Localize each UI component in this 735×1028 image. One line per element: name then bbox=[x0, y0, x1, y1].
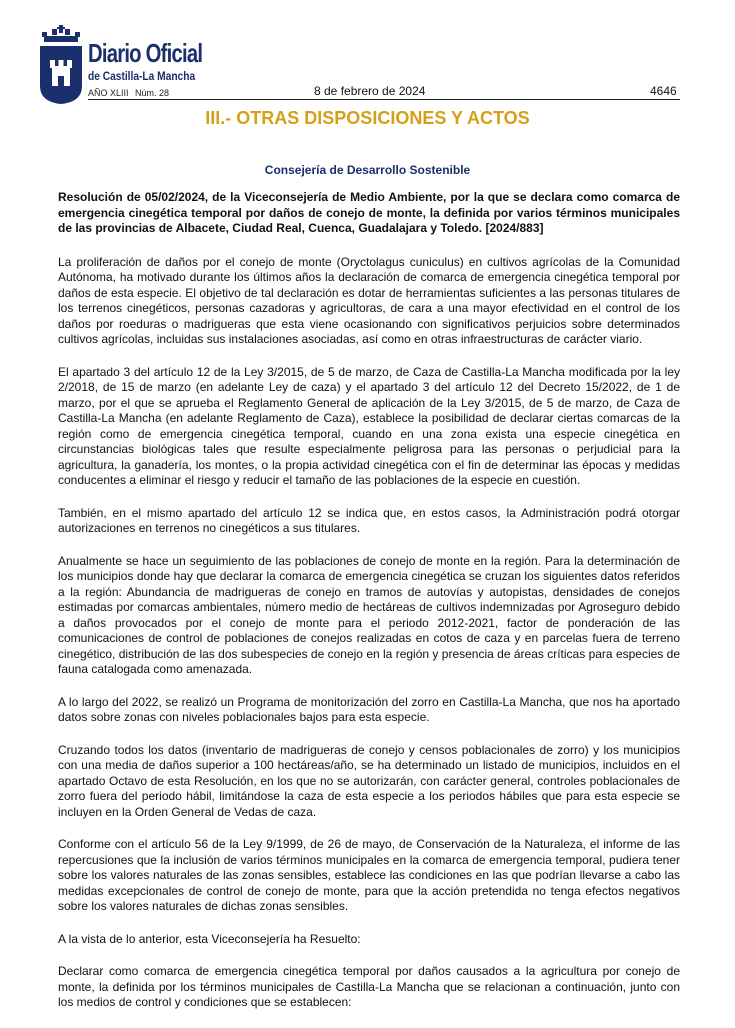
paragraph: Conforme con el artículo 56 de la Ley 9/1999, de 26 de mayo, de Conservación de la Naturaleza, el informe de las repercusiones que la inclusión de varios términos municipales en la comarca de emergencia temporal, pudiera tener sobre los valores naturales de las zonas sensibles, establece las condiciones en las que podrían llevarse a cabo las medidas excepcionales de control de conejo de monte, para que la acción pretendida no tenga efectos negativos sobre los valores naturales de dichas zonas sensibles. bbox=[58, 837, 680, 913]
gazette-name: Diario Oficial bbox=[88, 38, 203, 68]
paragraph: Anualmente se hace un seguimiento de las poblaciones de conejo de monte en la región. Para la determinación de los municipios donde hay que declarar la comarca de emergencia cinegética se cruzan los siguientes datos referidos a la región: Abundancia de madrigueras de conejo en tramos de autovías y autopistas, densidades de conejos estimadas por comarcas ambientales, número medio de hectáreas de cultivos indemnizadas por Agroseguro debido a daños provocados por el conejo de monte para el periodo 2012-2021, factor de ponderación de las comunicaciones de control de poblaciones de conejos realizadas en cotos de caza y en parcelas fuera de terreno cinegético, distribución de las dos subespecies de conejo en la región y presencia de áreas críticas para especies de fauna catalogada como amenazada. bbox=[58, 553, 680, 676]
publication-date: 8 de febrero de 2024 bbox=[314, 84, 426, 98]
issue-year: AÑO XLIII bbox=[88, 88, 129, 98]
paragraph: La proliferación de daños por el conejo de monte (Oryctolagus cuniculus) en cultivos agrícolas de la Comunidad Autónoma, ha motivado durante los últimos años la declaración de comarca de emergencia cinegética temporal por daños de esta especie. El objetivo de tal declaración es dotar de herramientas suficientes a las personas titulares de los terrenos cinegéticos, personas cazadoras y agricultoras, de cara a una mayor efectividad en el control de los daños por roeduras o madrigueras que esta viene ocasionando con significativos perjuicios sobre determinados cultivos agrícolas, incluidas sus instalaciones asociadas, así como en otras infraestructuras de carácter viario. bbox=[58, 254, 680, 346]
gazette-subtitle: de Castilla-La Mancha bbox=[88, 69, 196, 83]
section-title: III.- OTRAS DISPOSICIONES Y ACTOS bbox=[205, 108, 530, 128]
paragraph: Declarar como comarca de emergencia cinegética temporal por daños causados a la agricultura por conejo de monte, la definida por los términos municipales de Castilla-La Mancha que se relacionan a continuación, junto con los medios de control y condiciones que se establecen: bbox=[58, 964, 680, 1009]
paragraph: El apartado 3 del artículo 12 de la Ley 3/2015, de 5 de marzo, de Caza de Castilla-La Mancha modificada por la ley 2/2018, de 15 de marzo (en adelante Ley de caza) y el apartado 3 del artículo 12 del Decreto 15/2022, de 1 de marzo, por el que se aprueba el Reglamento General de aplicación de la Ley 3/2015, de 5 de marzo, de Caza de Castilla-La Mancha (en adelante Reglamento de Caza), establece la posibilidad de declarar ciertas comarcas de la región como de emergencia cinegética temporal, cuando en una zona exista una especie cinegética en circunstancias biológicas tales que resulte especialmente peligrosa para las personas o perjudicial para la agricultura, la ganadería, los montes, o la propia actividad cinegética con el fin de determinar las épocas y medidas conducentes a eliminar el riesgo y reducir el tamaño de las poblaciones de la especie en cuestión. bbox=[58, 364, 680, 487]
page-number: 4646 bbox=[650, 84, 677, 98]
paragraph: A la vista de lo anterior, esta Viceconsejería ha Resuelto: bbox=[58, 931, 361, 946]
issue-number: Núm. 28 bbox=[135, 88, 170, 98]
issue-info bbox=[88, 88, 173, 98]
header-divider bbox=[88, 99, 680, 100]
paragraph: Cruzando todos los datos (inventario de madrigueras de conejo y censos poblacionales de zorro) y los municipios con una media de daños superior a 100 hectáreas/año, se ha determinado un listado de municipios, incluidos en el apartado Octavo de esta Resolución, en los que no se autorizarán, con carácter general, controles poblacionales de zorro fuera del periodo hábil, limitándose la caza de esta especie a los periodos hábiles que para esta especie se incluyen en la Orden General de Vedas de caza. bbox=[58, 742, 680, 819]
resolution-title: Resolución de 05/02/2024, de la Viceconsejería de Medio Ambiente, por la que se declara como comarca de emergencia cinegética temporal por daños de conejo de monte, la definida por varios términos municipales de las provincias de Albacete, Ciudad Real, Cuenca, Guadalajara y Toledo. [2024/883] bbox=[58, 190, 680, 235]
paragraph: También, en el mismo apartado del artículo 12 se indica que, en estos casos, la Administración podrá otorgar autorizaciones en terrenos no cinegéticos a sus titulares. bbox=[58, 505, 680, 535]
document-body bbox=[58, 190, 680, 1028]
dog-logo-icon bbox=[38, 22, 84, 106]
department-name: Consejería de Desarrollo Sostenible bbox=[264, 163, 471, 177]
paragraph: A lo largo del 2022, se realizó un Programa de monitorización del zorro en Castilla-La Mancha, que nos ha aportado datos sobre zonas con niveles poblacionales bajos para esta especie. bbox=[58, 694, 680, 724]
